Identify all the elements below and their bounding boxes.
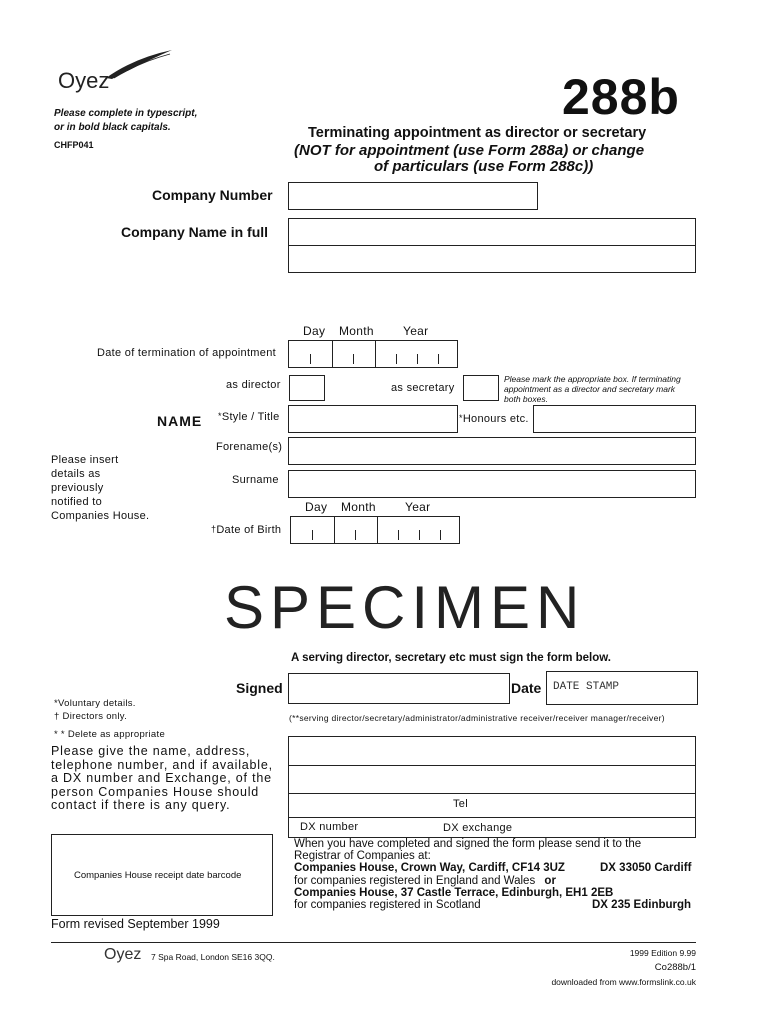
- oyez-logo-text: Oyez: [58, 68, 110, 93]
- honours-text: Honours etc.: [462, 413, 529, 425]
- signed-label: Signed: [236, 680, 283, 696]
- insert-note-line2: details as: [51, 468, 101, 480]
- footer-edition: 1999 Edition 9.99: [629, 948, 696, 958]
- style-title-label: [218, 411, 280, 423]
- barcode-box-text: Companies House receipt date barcode: [74, 870, 242, 881]
- form-title-line2: (NOT for appointment (use Form 288a) or change: [294, 142, 645, 159]
- mark-box-note-line2: appointment as a director and secretary mark: [504, 384, 676, 394]
- termination-day-header: Day: [303, 324, 326, 338]
- company-name-field-line1[interactable]: [288, 218, 696, 246]
- footer-logo: Oyez: [104, 946, 142, 963]
- cardiff-address: Companies House, Crown Way, Cardiff, CF14 3UZ: [294, 862, 565, 875]
- footnote-voluntary-mark: *: [54, 698, 58, 709]
- contact-instructions-line3: a DX number and Exchange, of the: [51, 771, 272, 785]
- termination-date-field[interactable]: [288, 340, 458, 368]
- company-number-field[interactable]: [288, 182, 538, 210]
- form-code: CHFP041: [54, 140, 94, 150]
- contact-details-box[interactable]: [288, 736, 696, 838]
- contact-instructions-line5: contact if there is any query.: [51, 798, 231, 812]
- company-name-field-line2[interactable]: [288, 245, 696, 273]
- footnote-directors: [54, 711, 127, 722]
- company-number-label: Company Number: [152, 187, 273, 203]
- instructions-line2: or in bold black capitals.: [54, 122, 171, 133]
- footer-address: 7 Spa Road, London SE16 3QQ.: [151, 952, 275, 962]
- as-director-label: as director: [226, 379, 281, 391]
- style-title-field[interactable]: [288, 405, 458, 433]
- england-wales-text: for companies registered in England and Wales: [294, 874, 536, 887]
- name-heading: NAME: [157, 413, 203, 429]
- send-to-block: [294, 838, 704, 911]
- mark-box-note-line3: both boxes.: [504, 394, 548, 404]
- dx-number-label: DX number: [300, 821, 359, 833]
- mark-box-note-line1: Please mark the appropriate box. If terminating: [504, 374, 681, 384]
- form-revised: Form revised September 1999: [51, 917, 220, 931]
- insert-note: [51, 453, 149, 523]
- honours-field[interactable]: [533, 405, 696, 433]
- edinburgh-address: Companies House, 37 Castle Terrace, Edinburgh, EH1 2EB: [294, 886, 614, 899]
- send-to-line1: When you have completed and signed the form please send it to the: [294, 838, 642, 850]
- signature-field[interactable]: [288, 673, 510, 704]
- termination-year-header: Year: [403, 324, 429, 338]
- termination-date-label: Date of termination of appointment: [97, 347, 276, 359]
- footer-rule: [51, 942, 696, 943]
- edinburgh-dx: DX 235 Edinburgh: [592, 899, 692, 911]
- barcode-box: [51, 834, 273, 916]
- scotland-text: for companies registered in Scotland: [294, 899, 481, 911]
- as-director-checkbox[interactable]: [289, 375, 325, 401]
- insert-note-line3: previously: [51, 482, 104, 494]
- dob-text: Date of Birth: [216, 524, 282, 536]
- honours-label: [459, 413, 529, 425]
- style-title-mark: *: [218, 411, 222, 421]
- footer-ref: Co288b/1: [654, 962, 696, 973]
- contact-instructions: [51, 745, 273, 813]
- role-note: (**serving director/secretary/administrator/administrative receiver/receiver manager/receiver): [289, 713, 665, 723]
- as-secretary-label: as secretary: [391, 382, 455, 394]
- footnote-voluntary-text: Voluntary details.: [58, 698, 136, 709]
- as-secretary-checkbox[interactable]: [463, 375, 499, 401]
- insert-note-line1: Please insert: [51, 454, 119, 466]
- dob-field[interactable]: [290, 516, 460, 544]
- insert-note-line4: notified to: [51, 496, 103, 508]
- footnote-directors-mark: †: [54, 711, 60, 722]
- company-name-label: Company Name in full: [121, 224, 269, 240]
- contact-instructions-line1: Please give the name, address,: [51, 744, 251, 758]
- form-title-line3: of particulars (use Form 288c)): [374, 158, 594, 175]
- dob-year-header: Year: [405, 500, 431, 514]
- footnote-delete-text: Delete as appropriate: [67, 729, 166, 740]
- contact-instructions-line4: person Companies House should: [51, 784, 260, 799]
- footnote-voluntary: [54, 698, 136, 709]
- forenames-label: Forename(s): [216, 441, 283, 453]
- footnote-delete-mark: * *: [54, 729, 65, 740]
- instructions-line1: Please complete in typescript,: [54, 108, 198, 119]
- dob-label: [211, 524, 281, 536]
- form-number: 288b: [562, 69, 680, 125]
- forenames-field[interactable]: [288, 437, 696, 465]
- date-label: Date: [511, 680, 542, 696]
- must-sign-text: A serving director, secretary etc must sign the form below.: [291, 652, 611, 664]
- specimen-watermark: SPECIMEN: [224, 574, 586, 641]
- style-title-text: Style / Title: [221, 411, 280, 423]
- footnote-directors-text: Directors only.: [62, 711, 128, 722]
- termination-month-header: Month: [339, 324, 374, 338]
- date-stamp-text: DATE STAMP: [553, 681, 620, 693]
- date-stamp-field[interactable]: [546, 671, 698, 705]
- contact-instructions-line2: telephone number, and if available,: [51, 757, 273, 772]
- or-word: or: [544, 874, 556, 887]
- dob-day-header: Day: [305, 500, 328, 514]
- dx-exchange-label: DX exchange: [443, 822, 513, 834]
- form-title-line1: Terminating appointment as director or secretary: [308, 125, 647, 141]
- footer-downloaded: downloaded from www.formslink.co.uk: [551, 977, 696, 987]
- footnote-delete: [54, 729, 165, 740]
- insert-note-line5: Companies House.: [51, 510, 150, 522]
- surname-label: Surname: [232, 474, 279, 486]
- surname-field[interactable]: [288, 470, 696, 498]
- dob-mark: †: [211, 524, 217, 534]
- cardiff-dx: DX 33050 Cardiff: [600, 862, 692, 875]
- honours-mark: *: [459, 413, 463, 423]
- dob-month-header: Month: [341, 500, 376, 514]
- tel-label: Tel: [453, 798, 468, 810]
- send-to-line2: Registrar of Companies at:: [294, 850, 431, 863]
- oyez-logo-swoosh-icon: [104, 48, 174, 80]
